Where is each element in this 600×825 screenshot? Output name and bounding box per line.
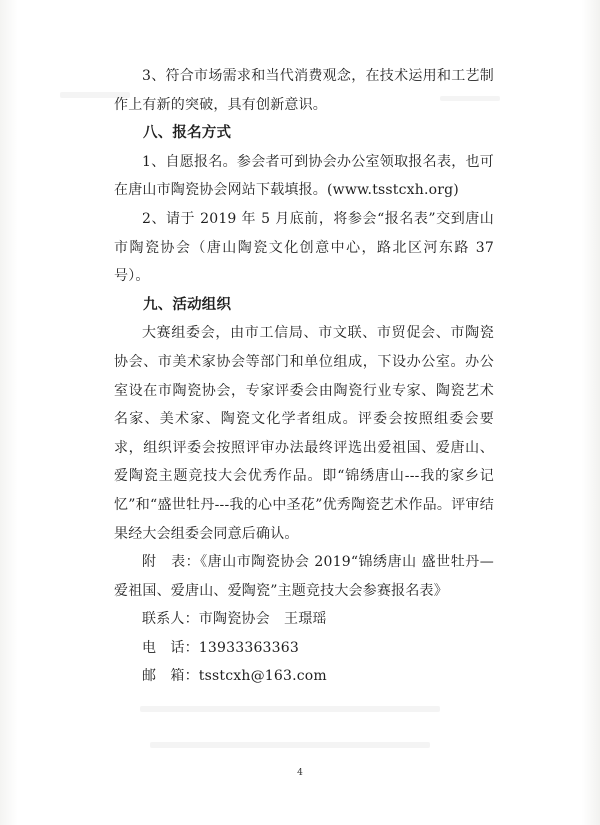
- section-heading-organization: 九、活动组织: [143, 296, 232, 313]
- attachment-note: 附 表：《唐山市陶瓷协会 2019“锦绣唐山 盛世牡丹—爱祖国、爱唐山、爱陶瓷”主题竞技大会参赛报名表》: [114, 554, 494, 599]
- organization-paragraph: 大赛组委会，由市工信局、市文联、市贸促会、市陶瓷协会、市美术家协会等部门和单位组成，下设办公室。办公室设在市陶瓷协会，专家评委会由陶瓷行业专家、陶瓷艺术名家、美术家、陶瓷文化学者组成。评委会按照组委会要求，组织评委会按照评审办法最终评选出爱祖国、爱唐山、爱陶瓷主题竞技大会优秀作品。即“锦绣唐山---我的家乡记忆”和“盛世牡丹---我的心中圣花”优秀陶瓷艺术作品。评审结果经大会组委会同意后确认。: [114, 325, 494, 542]
- contact-email: 邮 箱：tsstcxh@163.com: [142, 668, 327, 685]
- bleed-through-mark: [150, 742, 430, 748]
- requirement-3: 3、符合市场需求和当代消费观念，在技术运用和工艺制作上有新的突破，具有创新意识。: [114, 68, 494, 113]
- document-body: [114, 62, 494, 691]
- bleed-through-mark: [140, 706, 440, 712]
- registration-item-1: 1、自愿报名。参会者可到协会办公室领取报名表，也可在唐山市陶瓷协会网站下载填报。(www.tsstcxh.org): [114, 153, 494, 199]
- registration-item-2: 2、请于 2019 年 5 月底前，将参会“报名表”交到唐山市陶瓷协会（唐山陶瓷文化创意中心，路北区河东路 37 号）。: [114, 210, 494, 285]
- page-number: 4: [297, 768, 303, 778]
- contact-person: 联系人：市陶瓷协会 王璟瑶: [142, 611, 327, 628]
- contact-phone: 电 话：13933363363: [142, 639, 299, 656]
- section-heading-registration: 八、报名方式: [143, 125, 232, 142]
